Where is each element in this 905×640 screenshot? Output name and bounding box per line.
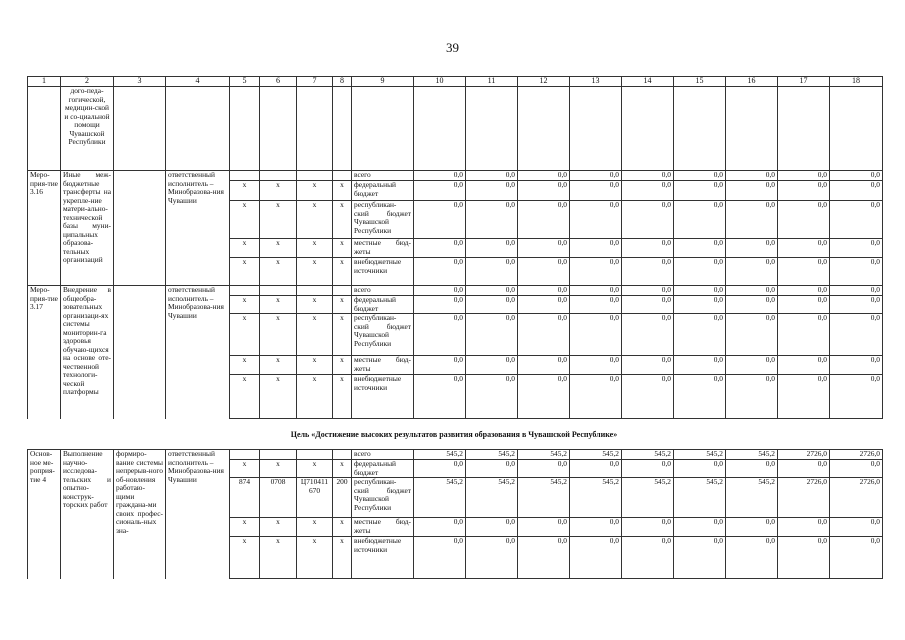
budget-code: x (260, 201, 297, 239)
funding-value: 0,0 (674, 286, 726, 296)
funding-value: 0,0 (570, 537, 622, 579)
budget-code: x (297, 296, 333, 314)
funding-value: 0,0 (622, 356, 674, 375)
funding-value: 545,2 (674, 450, 726, 460)
budget-code (230, 171, 260, 181)
budget-code: x (260, 375, 297, 419)
funding-value: 545,2 (726, 450, 778, 460)
funding-value: 0,0 (466, 518, 518, 537)
empty-cell (622, 87, 674, 171)
budget-code: x (230, 356, 260, 375)
budget-code: x (260, 181, 297, 201)
empty-cell (260, 87, 297, 171)
funding-source: всего (352, 450, 414, 460)
funding-value: 0,0 (518, 314, 570, 356)
funding-source: всего (352, 286, 414, 296)
funding-value: 0,0 (674, 375, 726, 419)
empty-cell (114, 87, 166, 171)
column-number: 2 (61, 77, 114, 87)
empty-cell (778, 87, 830, 171)
funding-value: 0,0 (674, 296, 726, 314)
funding-value: 0,0 (466, 201, 518, 239)
funding-value: 0,0 (518, 201, 570, 239)
funding-value: 0,0 (414, 286, 466, 296)
carry-over-row (28, 87, 883, 171)
column-number: 6 (260, 77, 297, 87)
funding-value: 0,0 (674, 356, 726, 375)
empty-cell (297, 87, 333, 171)
event-status: Меро-прия-тие 3.17 (28, 286, 61, 419)
funding-value: 0,0 (414, 171, 466, 181)
column-number: 10 (414, 77, 466, 87)
column-number: 12 (518, 77, 570, 87)
budget-code (260, 450, 297, 460)
empty-cell (726, 87, 778, 171)
budget-code: x (260, 296, 297, 314)
goal-link (114, 286, 166, 419)
funding-value: 0,0 (726, 296, 778, 314)
event-status: Меро-прия-тие 3.16 (28, 171, 61, 286)
funding-value: 545,2 (622, 450, 674, 460)
funding-value: 0,0 (726, 239, 778, 258)
budget-code (297, 450, 333, 460)
funding-value: 0,0 (570, 181, 622, 201)
funding-value: 0,0 (518, 537, 570, 579)
funding-value: 0,0 (466, 239, 518, 258)
budget-code: x (260, 314, 297, 356)
funding-value: 0,0 (674, 518, 726, 537)
funding-value: 0,0 (414, 201, 466, 239)
funding-value: 0,0 (414, 518, 466, 537)
funding-value: 0,0 (466, 314, 518, 356)
funding-value: 0,0 (518, 171, 570, 181)
funding-value: 0,0 (830, 286, 883, 296)
budget-code: x (230, 258, 260, 286)
budget-code: x (333, 460, 352, 478)
funding-value: 0,0 (830, 296, 883, 314)
budget-code: x (297, 181, 333, 201)
funding-value: 0,0 (570, 286, 622, 296)
column-number: 5 (230, 77, 260, 87)
funding-value: 0,0 (570, 296, 622, 314)
funding-source: республикан-ский бюджет Чувашской Республики (352, 314, 414, 356)
empty-cell (518, 87, 570, 171)
budget-code: x (333, 518, 352, 537)
funding-value: 0,0 (622, 258, 674, 286)
funding-value: 0,0 (466, 181, 518, 201)
funding-value: 0,0 (466, 537, 518, 579)
table-row (28, 286, 883, 296)
funding-value: 0,0 (414, 181, 466, 201)
budget-code: x (297, 518, 333, 537)
funding-value: 2726,0 (830, 478, 883, 518)
funding-value: 0,0 (466, 286, 518, 296)
budget-code: x (260, 460, 297, 478)
budget-code: x (297, 258, 333, 286)
funding-source: местные бюд-жеты (352, 518, 414, 537)
funding-value: 2726,0 (778, 450, 830, 460)
funding-value: 0,0 (726, 286, 778, 296)
funding-value: 0,0 (518, 296, 570, 314)
executor: ответственный исполнитель – Минобразова-ния Чувашии (166, 171, 230, 286)
funding-value: 0,0 (518, 460, 570, 478)
budget-code: x (260, 356, 297, 375)
executor: ответственный исполнитель – Минобразова-ния Чувашии (166, 450, 230, 579)
funding-value: 0,0 (518, 181, 570, 201)
funding-value: 545,2 (674, 478, 726, 518)
budget-code: x (333, 201, 352, 239)
budget-code: x (333, 537, 352, 579)
event-name: Внедрение в общеобра-зовательных организаци-ях системы мониторин-га здоровья обучаю-щихся на основе оте-чественной технологи-ческой платформы (61, 286, 114, 419)
funding-value: 0,0 (466, 460, 518, 478)
funding-source: внебюджетные источники (352, 537, 414, 579)
budget-code: x (297, 375, 333, 419)
budget-table-top (27, 76, 881, 419)
funding-value: 0,0 (622, 181, 674, 201)
funding-value: 0,0 (830, 518, 883, 537)
funding-value: 0,0 (674, 239, 726, 258)
funding-source: федеральный бюджет (352, 296, 414, 314)
funding-value: 0,0 (830, 258, 883, 286)
column-number: 18 (830, 77, 883, 87)
budget-code: x (230, 518, 260, 537)
event-name: Выполнение научно-исследова-тельских и опытно-конструк-торских работ (61, 450, 114, 579)
column-number: 13 (570, 77, 622, 87)
column-number: 3 (114, 77, 166, 87)
funding-value: 0,0 (622, 537, 674, 579)
budget-code (260, 286, 297, 296)
budget-code (297, 171, 333, 181)
budget-code: x (333, 314, 352, 356)
budget-code: x (297, 314, 333, 356)
funding-value: 0,0 (622, 239, 674, 258)
budget-code: 0708 (260, 478, 297, 518)
column-number: 1 (28, 77, 61, 87)
funding-value: 0,0 (414, 537, 466, 579)
funding-value: 0,0 (778, 460, 830, 478)
funding-value: 0,0 (622, 460, 674, 478)
funding-value: 0,0 (726, 201, 778, 239)
funding-value: 545,2 (414, 450, 466, 460)
funding-value: 0,0 (466, 171, 518, 181)
budget-code: 200 (333, 478, 352, 518)
funding-value: 0,0 (674, 201, 726, 239)
budget-code: x (260, 518, 297, 537)
page-number: 39 (446, 40, 459, 55)
budget-code: x (297, 537, 333, 579)
funding-value: 0,0 (622, 314, 674, 356)
funding-value: 0,0 (778, 518, 830, 537)
funding-value: 0,0 (570, 201, 622, 239)
funding-source: внебюджетные источники (352, 375, 414, 419)
funding-value: 0,0 (622, 375, 674, 419)
funding-value: 545,2 (570, 450, 622, 460)
empty-cell (570, 87, 622, 171)
funding-value: 0,0 (726, 375, 778, 419)
budget-code: Ц710411 670 (297, 478, 333, 518)
funding-value: 0,0 (414, 239, 466, 258)
funding-value: 0,0 (518, 375, 570, 419)
funding-value: 0,0 (674, 181, 726, 201)
funding-value: 0,0 (778, 201, 830, 239)
budget-code (230, 286, 260, 296)
budget-code: 874 (230, 478, 260, 518)
funding-value: 545,2 (414, 478, 466, 518)
empty-cell (466, 87, 518, 171)
funding-value: 0,0 (726, 314, 778, 356)
column-number: 4 (166, 77, 230, 87)
empty-cell (830, 87, 883, 171)
funding-value: 0,0 (830, 201, 883, 239)
budget-code: x (297, 201, 333, 239)
empty-cell (352, 87, 414, 171)
funding-value: 0,0 (570, 239, 622, 258)
goal-link (114, 171, 166, 286)
column-number: 7 (297, 77, 333, 87)
funding-value: 0,0 (570, 356, 622, 375)
column-number: 9 (352, 77, 414, 87)
budget-code: x (297, 460, 333, 478)
funding-value: 0,0 (778, 239, 830, 258)
budget-code (297, 286, 333, 296)
funding-source: федеральный бюджет (352, 181, 414, 201)
event-status: Основ-ное ме-роприя-тие 4 (28, 450, 61, 579)
empty-cell (230, 87, 260, 171)
funding-value: 0,0 (778, 375, 830, 419)
funding-value: 0,0 (674, 258, 726, 286)
funding-value: 0,0 (570, 314, 622, 356)
funding-value: 0,0 (674, 314, 726, 356)
executor: ответственный исполнитель – Минобразова-ния Чувашии (166, 286, 230, 419)
funding-value: 2726,0 (830, 450, 883, 460)
funding-value: 0,0 (726, 518, 778, 537)
funding-value: 0,0 (830, 239, 883, 258)
funding-source: всего (352, 171, 414, 181)
funding-value: 0,0 (778, 356, 830, 375)
funding-value: 0,0 (414, 258, 466, 286)
funding-value: 0,0 (778, 537, 830, 579)
budget-code (333, 171, 352, 181)
empty-cell (166, 87, 230, 171)
funding-value: 0,0 (830, 181, 883, 201)
funding-value: 0,0 (674, 460, 726, 478)
funding-value: 0,0 (466, 258, 518, 286)
budget-code: x (260, 239, 297, 258)
funding-value: 0,0 (518, 286, 570, 296)
funding-value: 545,2 (622, 478, 674, 518)
budget-code (333, 286, 352, 296)
funding-value: 0,0 (414, 356, 466, 375)
funding-value: 2726,0 (778, 478, 830, 518)
funding-value: 0,0 (830, 171, 883, 181)
funding-value: 0,0 (830, 314, 883, 356)
budget-code: x (230, 181, 260, 201)
funding-value: 0,0 (414, 296, 466, 314)
budget-code: x (230, 537, 260, 579)
budget-code: x (333, 296, 352, 314)
funding-value: 0,0 (622, 518, 674, 537)
column-number: 15 (674, 77, 726, 87)
funding-value: 0,0 (778, 286, 830, 296)
budget-code: x (260, 537, 297, 579)
funding-source: федеральный бюджет (352, 460, 414, 478)
budget-code: x (230, 314, 260, 356)
budget-table (27, 449, 883, 579)
empty-cell (674, 87, 726, 171)
funding-value: 0,0 (570, 375, 622, 419)
budget-code: x (230, 296, 260, 314)
budget-code (230, 450, 260, 460)
funding-value: 0,0 (622, 296, 674, 314)
funding-source: местные бюд-жеты (352, 356, 414, 375)
funding-value: 0,0 (466, 356, 518, 375)
table-row (28, 171, 883, 181)
budget-code (260, 171, 297, 181)
budget-code: x (230, 201, 260, 239)
funding-value: 0,0 (622, 171, 674, 181)
funding-value: 0,0 (570, 171, 622, 181)
funding-source: республикан-ский бюджет Чувашской Республики (352, 478, 414, 518)
funding-value: 0,0 (414, 314, 466, 356)
funding-value: 545,2 (518, 450, 570, 460)
budget-table-bottom (27, 449, 881, 579)
funding-value: 0,0 (726, 356, 778, 375)
funding-value: 0,0 (778, 296, 830, 314)
funding-value: 0,0 (466, 296, 518, 314)
budget-code: x (230, 239, 260, 258)
funding-value: 0,0 (570, 258, 622, 286)
budget-code: x (297, 356, 333, 375)
funding-value: 0,0 (674, 537, 726, 579)
funding-value: 0,0 (518, 356, 570, 375)
column-number: 14 (622, 77, 674, 87)
empty-cell (28, 87, 61, 171)
column-number: 16 (726, 77, 778, 87)
funding-value: 0,0 (622, 286, 674, 296)
table-row (28, 450, 883, 460)
budget-code (333, 450, 352, 460)
empty-cell (414, 87, 466, 171)
funding-value: 0,0 (518, 239, 570, 258)
funding-value: 0,0 (830, 375, 883, 419)
budget-code: x (333, 181, 352, 201)
budget-code: x (333, 239, 352, 258)
budget-table (27, 76, 883, 419)
funding-value: 0,0 (830, 460, 883, 478)
funding-value: 0,0 (570, 518, 622, 537)
funding-source: республикан-ский бюджет Чувашской Республики (352, 201, 414, 239)
event-name: дого-педа-гогической, медицин-ской и со-циальной помощи Чувашской Республики (61, 87, 114, 171)
funding-value: 0,0 (518, 518, 570, 537)
funding-value: 545,2 (518, 478, 570, 518)
column-number: 8 (333, 77, 352, 87)
funding-value: 0,0 (726, 537, 778, 579)
funding-value: 0,0 (778, 181, 830, 201)
funding-value: 0,0 (414, 375, 466, 419)
column-number: 11 (466, 77, 518, 87)
budget-code: x (333, 356, 352, 375)
funding-source: внебюджетные источники (352, 258, 414, 286)
funding-value: 0,0 (726, 460, 778, 478)
funding-value: 0,0 (778, 171, 830, 181)
funding-value: 0,0 (726, 258, 778, 286)
funding-value: 545,2 (726, 478, 778, 518)
funding-value: 0,0 (414, 460, 466, 478)
event-name: Иные меж-бюджетные трансферты на укрепле-ние матери-ально-технической базы муни-ципальных образова-тельных организаций (61, 171, 114, 286)
empty-cell (333, 87, 352, 171)
goal-heading: Цель «Достижение высоких результатов развития образования в Чувашской Республике» (290, 430, 618, 439)
funding-value: 0,0 (518, 258, 570, 286)
budget-code: x (230, 460, 260, 478)
funding-value: 0,0 (778, 258, 830, 286)
header-row (28, 77, 883, 87)
funding-value: 0,0 (726, 181, 778, 201)
funding-value: 0,0 (570, 460, 622, 478)
funding-value: 0,0 (778, 314, 830, 356)
funding-value: 0,0 (830, 537, 883, 579)
funding-value: 0,0 (726, 171, 778, 181)
funding-source: местные бюд-жеты (352, 239, 414, 258)
column-number: 17 (778, 77, 830, 87)
funding-value: 545,2 (466, 450, 518, 460)
budget-code: x (260, 258, 297, 286)
budget-code: x (333, 375, 352, 419)
budget-code: x (333, 258, 352, 286)
funding-value: 0,0 (622, 201, 674, 239)
funding-value: 545,2 (466, 478, 518, 518)
funding-value: 0,0 (674, 171, 726, 181)
budget-code: x (297, 239, 333, 258)
budget-code: x (230, 375, 260, 419)
funding-value: 545,2 (570, 478, 622, 518)
funding-value: 0,0 (830, 356, 883, 375)
funding-value: 0,0 (466, 375, 518, 419)
goal-link: формиро-вание системы непрерыв-ного об-новления работаю-щими граждана-ми своих профес-сиональ-ных зна- (114, 450, 166, 579)
